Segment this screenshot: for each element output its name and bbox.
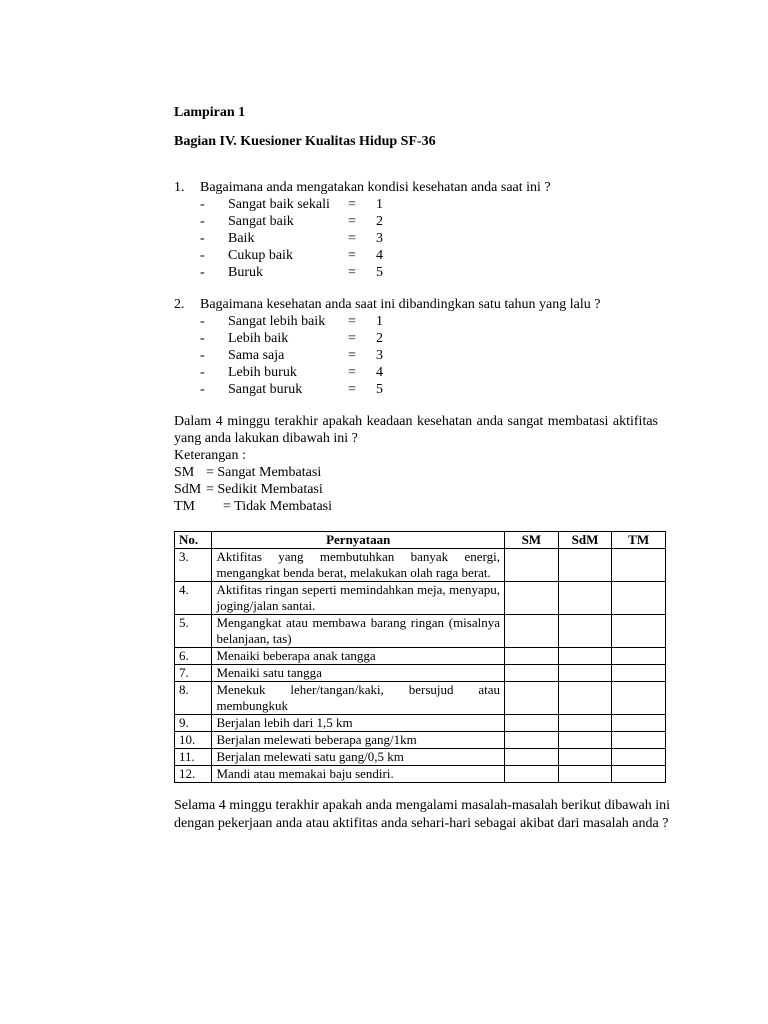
header-sdm: SdM bbox=[558, 532, 612, 549]
option-label: Sangat baik bbox=[228, 214, 294, 229]
answer-cell-tm[interactable] bbox=[612, 766, 666, 783]
answer-cell-tm[interactable] bbox=[612, 615, 666, 648]
option-equals: = bbox=[348, 382, 356, 397]
answer-cell-sm[interactable] bbox=[505, 665, 559, 682]
legend-sdm bbox=[174, 481, 474, 498]
section-heading: Bagian IV. Kuesioner Kualitas Hidup SF-36 bbox=[174, 134, 436, 149]
row-statement: Aktifitas ringan seperti memindahkan meja, menyapu, joging/jalan santai. bbox=[212, 582, 505, 615]
header-tm: TM bbox=[612, 532, 666, 549]
option-label: Sangat baik sekali bbox=[228, 197, 330, 212]
row-number: 9. bbox=[175, 715, 212, 732]
legend-abbr: SdM bbox=[174, 482, 202, 497]
option-dash: - bbox=[200, 231, 205, 246]
answer-cell-sdm[interactable] bbox=[558, 549, 612, 582]
question-2-number: 2. bbox=[174, 297, 185, 312]
legend-definition: = Tidak Membatasi bbox=[223, 499, 333, 514]
row-statement: Menekuk leher/tangan/kaki, bersujud atau membungkuk bbox=[212, 682, 505, 715]
option-dash: - bbox=[200, 265, 205, 280]
row-statement: Aktifitas yang membutuhkan banyak energi, mengangkat benda berat, melakukan olah raga berat. bbox=[212, 549, 505, 582]
table-row bbox=[175, 648, 666, 665]
option-value: 5 bbox=[376, 382, 383, 397]
option-label: Buruk bbox=[228, 265, 263, 280]
answer-cell-tm[interactable] bbox=[612, 732, 666, 749]
legend-tm bbox=[174, 498, 474, 515]
option-equals: = bbox=[348, 248, 356, 263]
option-dash: - bbox=[200, 197, 205, 212]
option-value: 5 bbox=[376, 265, 383, 280]
option-row bbox=[200, 230, 400, 247]
option-dash: - bbox=[200, 214, 205, 229]
table-row bbox=[175, 749, 666, 766]
option-equals: = bbox=[348, 197, 356, 212]
option-row bbox=[200, 330, 400, 347]
option-label: Sangat lebih baik bbox=[228, 314, 326, 329]
option-label: Sama saja bbox=[228, 348, 285, 363]
option-value: 1 bbox=[376, 314, 383, 329]
option-value: 3 bbox=[376, 348, 383, 363]
answer-cell-sdm[interactable] bbox=[558, 665, 612, 682]
answer-cell-sm[interactable] bbox=[505, 732, 559, 749]
option-row bbox=[200, 381, 400, 398]
answer-cell-tm[interactable] bbox=[612, 648, 666, 665]
option-row bbox=[200, 347, 400, 364]
legend-sm bbox=[174, 464, 474, 481]
row-statement: Berjalan melewati satu gang/0,5 km bbox=[212, 749, 505, 766]
row-number: 5. bbox=[175, 615, 212, 648]
table-row bbox=[175, 766, 666, 783]
question-2-text: Bagaimana kesehatan anda saat ini dibandingkan satu tahun yang lalu ? bbox=[200, 297, 601, 312]
legend-abbr: TM bbox=[174, 499, 195, 514]
answer-cell-sm[interactable] bbox=[505, 766, 559, 783]
option-label: Lebih baik bbox=[228, 331, 289, 346]
option-value: 3 bbox=[376, 231, 383, 246]
answer-cell-sm[interactable] bbox=[505, 615, 559, 648]
option-row bbox=[200, 313, 400, 330]
row-statement: Mengangkat atau membawa barang ringan (misalnya belanjaan, tas) bbox=[212, 615, 505, 648]
answer-cell-sm[interactable] bbox=[505, 648, 559, 665]
option-row bbox=[200, 196, 400, 213]
option-equals: = bbox=[348, 314, 356, 329]
table-row bbox=[175, 665, 666, 682]
legend-definition: = Sedikit Membatasi bbox=[206, 482, 323, 497]
option-value: 2 bbox=[376, 331, 383, 346]
option-label: Baik bbox=[228, 231, 255, 246]
answer-cell-sm[interactable] bbox=[505, 682, 559, 715]
answer-cell-sm[interactable] bbox=[505, 749, 559, 766]
answer-cell-sm[interactable] bbox=[505, 715, 559, 732]
option-dash: - bbox=[200, 248, 205, 263]
option-dash: - bbox=[200, 365, 205, 380]
appendix-label: Lampiran 1 bbox=[174, 105, 246, 120]
question-1-number: 1. bbox=[174, 180, 185, 195]
header-sm: SM bbox=[505, 532, 559, 549]
table-row bbox=[175, 715, 666, 732]
row-statement: Menaiki satu tangga bbox=[212, 665, 505, 682]
answer-cell-tm[interactable] bbox=[612, 582, 666, 615]
row-number: 6. bbox=[175, 648, 212, 665]
option-equals: = bbox=[348, 214, 356, 229]
table-header-row bbox=[175, 532, 666, 549]
option-value: 4 bbox=[376, 365, 383, 380]
row-statement: Berjalan lebih dari 1,5 km bbox=[212, 715, 505, 732]
answer-cell-sdm[interactable] bbox=[558, 682, 612, 715]
option-label: Lebih buruk bbox=[228, 365, 297, 380]
table-body bbox=[175, 549, 666, 783]
table-row bbox=[175, 582, 666, 615]
option-dash: - bbox=[200, 314, 205, 329]
closing-paragraph: Selama 4 minggu terakhir apakah anda mengalami masalah-masalah berikut dibawah ini dengan pekerjaan anda atau aktifitas anda sehari-hari sebagai akibat dari masalah anda ? bbox=[174, 798, 671, 831]
row-number: 10. bbox=[175, 732, 212, 749]
answer-cell-sm[interactable] bbox=[505, 549, 559, 582]
option-value: 2 bbox=[376, 214, 383, 229]
answer-cell-tm[interactable] bbox=[612, 549, 666, 582]
answer-cell-sdm[interactable] bbox=[558, 749, 612, 766]
row-statement: Menaiki beberapa anak tangga bbox=[212, 648, 505, 665]
activity-limitation-table bbox=[174, 531, 666, 783]
option-equals: = bbox=[348, 265, 356, 280]
row-number: 8. bbox=[175, 682, 212, 715]
answer-cell-sdm[interactable] bbox=[558, 766, 612, 783]
table-row bbox=[175, 682, 666, 715]
answer-cell-sm[interactable] bbox=[505, 582, 559, 615]
option-equals: = bbox=[348, 231, 356, 246]
option-value: 4 bbox=[376, 248, 383, 263]
option-label: Cukup baik bbox=[228, 248, 293, 263]
option-dash: - bbox=[200, 348, 205, 363]
option-equals: = bbox=[348, 365, 356, 380]
answer-cell-tm[interactable] bbox=[612, 749, 666, 766]
legend-definition: = Sangat Membatasi bbox=[206, 465, 322, 480]
table-row bbox=[175, 615, 666, 648]
answer-cell-tm[interactable] bbox=[612, 665, 666, 682]
row-statement: Berjalan melewati beberapa gang/1km bbox=[212, 732, 505, 749]
intro-paragraph: Dalam 4 minggu terakhir apakah keadaan kesehatan anda sangat membatasi aktifitas yang anda lakukan dibawah ini ? bbox=[174, 414, 658, 446]
option-dash: - bbox=[200, 382, 205, 397]
answer-cell-sdm[interactable] bbox=[558, 615, 612, 648]
option-label: Sangat buruk bbox=[228, 382, 303, 397]
option-row bbox=[200, 213, 400, 230]
row-number: 7. bbox=[175, 665, 212, 682]
answer-cell-tm[interactable] bbox=[612, 715, 666, 732]
row-statement: Mandi atau memakai baju sendiri. bbox=[212, 766, 505, 783]
row-number: 4. bbox=[175, 582, 212, 615]
row-number: 11. bbox=[175, 749, 212, 766]
option-equals: = bbox=[348, 331, 356, 346]
option-row bbox=[200, 364, 400, 381]
header-pernyataan: Pernyataan bbox=[212, 532, 505, 549]
header-no: No. bbox=[175, 532, 212, 549]
row-number: 3. bbox=[175, 549, 212, 582]
answer-cell-tm[interactable] bbox=[612, 682, 666, 715]
legend-abbr: SM bbox=[174, 465, 195, 480]
answer-cell-sdm[interactable] bbox=[558, 732, 612, 749]
table-row bbox=[175, 732, 666, 749]
keterangan-label: Keterangan : bbox=[174, 448, 246, 463]
table-row bbox=[175, 549, 666, 582]
option-row bbox=[200, 264, 400, 281]
answer-cell-sdm[interactable] bbox=[558, 582, 612, 615]
option-dash: - bbox=[200, 331, 205, 346]
question-1-text: Bagaimana anda mengatakan kondisi kesehatan anda saat ini ? bbox=[200, 180, 551, 195]
answer-cell-sdm[interactable] bbox=[558, 648, 612, 665]
option-equals: = bbox=[348, 348, 356, 363]
row-number: 12. bbox=[175, 766, 212, 783]
option-row bbox=[200, 247, 400, 264]
answer-cell-sdm[interactable] bbox=[558, 715, 612, 732]
option-value: 1 bbox=[376, 197, 383, 212]
